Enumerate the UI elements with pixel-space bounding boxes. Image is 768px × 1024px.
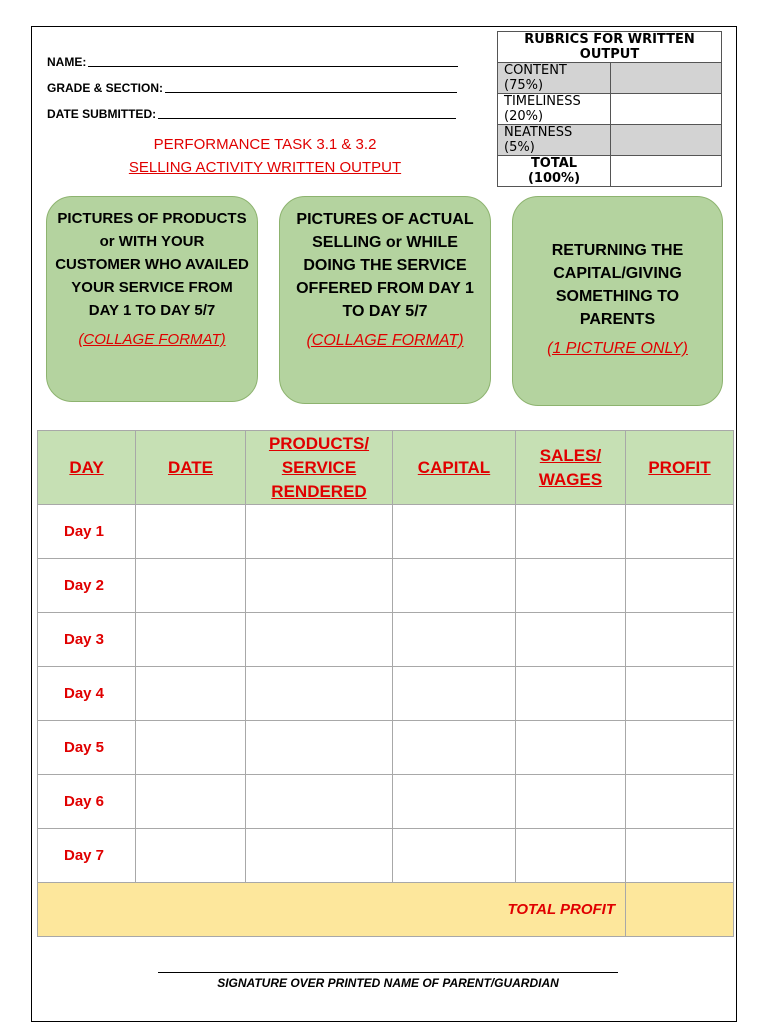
capital-cell[interactable] xyxy=(393,775,516,829)
table-row xyxy=(38,667,734,721)
capital-cell[interactable] xyxy=(393,721,516,775)
capital-cell[interactable] xyxy=(393,505,516,559)
date-cell[interactable] xyxy=(136,613,246,667)
date-cell[interactable] xyxy=(136,775,246,829)
box-capital-note: (1 PICTURE ONLY) xyxy=(547,340,688,357)
profit-cell[interactable] xyxy=(626,559,734,613)
date-cell[interactable] xyxy=(136,505,246,559)
products-cell[interactable] xyxy=(246,667,393,721)
profit-cell[interactable] xyxy=(626,667,734,721)
col-date: DATE xyxy=(136,431,246,505)
table-row xyxy=(38,559,734,613)
box-products-text: PICTURES OF PRODUCTS or WITH YOUR CUSTOMER WHO AVAILED YOUR SERVICE FROM DAY 1 TO DAY 5/7 xyxy=(55,210,249,319)
capital-cell[interactable] xyxy=(393,559,516,613)
profit-cell[interactable] xyxy=(626,721,734,775)
rubric-score-neatness[interactable] xyxy=(611,125,722,156)
day-label: Day 7 xyxy=(38,829,136,883)
date-field xyxy=(47,107,456,121)
date-label: DATE SUBMITTED: xyxy=(47,107,157,121)
rubric-header: RUBRICS FOR WRITTEN OUTPUT xyxy=(498,32,722,63)
box-selling-note: (COLLAGE FORMAT) xyxy=(306,332,464,349)
date-cell[interactable] xyxy=(136,559,246,613)
day-label: Day 4 xyxy=(38,667,136,721)
sales-cell[interactable] xyxy=(516,613,626,667)
name-line[interactable] xyxy=(88,65,458,67)
name-field xyxy=(47,55,458,69)
table-row xyxy=(38,775,734,829)
rubric-timeliness: TIMELINESS (20%) xyxy=(498,94,611,125)
col-capital: CAPITAL xyxy=(393,431,516,505)
sales-cell[interactable] xyxy=(516,505,626,559)
name-label: NAME: xyxy=(47,55,87,69)
col-sales: SALES/ WAGES xyxy=(516,431,626,505)
collage-box-products xyxy=(46,196,258,402)
sales-cell[interactable] xyxy=(516,667,626,721)
capital-box xyxy=(512,196,723,406)
day-label: Day 3 xyxy=(38,613,136,667)
rubric-score-timeliness[interactable] xyxy=(611,94,722,125)
table-row xyxy=(38,613,734,667)
task-subtitle: SELLING ACTIVITY WRITTEN OUTPUT xyxy=(128,159,402,176)
rubric-score-total[interactable] xyxy=(611,156,722,187)
col-day: DAY xyxy=(38,431,136,505)
sales-cell[interactable] xyxy=(516,559,626,613)
rubric-table xyxy=(497,31,722,187)
products-cell[interactable] xyxy=(246,613,393,667)
date-line[interactable] xyxy=(158,117,456,119)
sales-cell[interactable] xyxy=(516,721,626,775)
rubric-content: CONTENT (75%) xyxy=(498,63,611,94)
products-cell[interactable] xyxy=(246,775,393,829)
products-cell[interactable] xyxy=(246,505,393,559)
day-label: Day 2 xyxy=(38,559,136,613)
table-row xyxy=(38,829,734,883)
profit-cell[interactable] xyxy=(626,775,734,829)
grade-field xyxy=(47,81,457,95)
total-profit-label: TOTAL PROFIT xyxy=(38,883,626,937)
total-profit-cell[interactable] xyxy=(626,883,734,937)
grade-label: GRADE & SECTION: xyxy=(47,81,164,95)
products-cell[interactable] xyxy=(246,721,393,775)
day-label: Day 6 xyxy=(38,775,136,829)
day-label: Day 5 xyxy=(38,721,136,775)
table-header-row xyxy=(38,431,734,505)
sales-cell[interactable] xyxy=(516,775,626,829)
date-cell[interactable] xyxy=(136,829,246,883)
selling-table xyxy=(37,430,734,937)
date-cell[interactable] xyxy=(136,721,246,775)
products-cell[interactable] xyxy=(246,559,393,613)
signature-label: SIGNATURE OVER PRINTED NAME OF PARENT/GUARDIAN xyxy=(217,976,559,990)
rubric-score-content[interactable] xyxy=(611,63,722,94)
grade-line[interactable] xyxy=(165,91,457,93)
col-profit: PROFIT xyxy=(626,431,734,505)
profit-cell[interactable] xyxy=(626,829,734,883)
box-capital-text: RETURNING THE CAPITAL/GIVING SOMETHING TO PARENTS xyxy=(551,242,684,328)
day-label: Day 1 xyxy=(38,505,136,559)
table-row xyxy=(38,721,734,775)
total-row xyxy=(38,883,734,937)
capital-cell[interactable] xyxy=(393,613,516,667)
task-title: PERFORMANCE TASK 3.1 & 3.2 xyxy=(153,136,377,153)
products-cell[interactable] xyxy=(246,829,393,883)
box-products-note: (COLLAGE FORMAT) xyxy=(78,331,226,348)
capital-cell[interactable] xyxy=(393,829,516,883)
profit-cell[interactable] xyxy=(626,505,734,559)
profit-cell[interactable] xyxy=(626,613,734,667)
capital-cell[interactable] xyxy=(393,667,516,721)
rubric-neatness: NEATNESS (5%) xyxy=(498,125,611,156)
table-row xyxy=(38,505,734,559)
date-cell[interactable] xyxy=(136,667,246,721)
collage-box-selling xyxy=(279,196,491,404)
col-products: PRODUCTS/ SERVICE RENDERED xyxy=(246,431,393,505)
signature-line[interactable] xyxy=(158,972,618,973)
sales-cell[interactable] xyxy=(516,829,626,883)
box-selling-text: PICTURES OF ACTUAL SELLING or WHILE DOING THE SERVICE OFFERED FROM DAY 1 TO DAY 5/7 xyxy=(296,211,474,320)
rubric-total: TOTAL (100%) xyxy=(498,156,611,187)
